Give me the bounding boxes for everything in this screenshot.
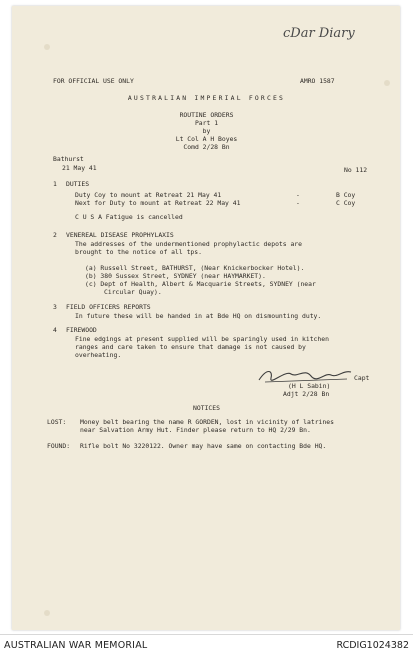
- pin-hole: [44, 44, 50, 50]
- section-title: DUTIES: [66, 180, 90, 188]
- section-text: In future these will be handed in at Bde HQ on dismounting duty.: [75, 312, 322, 320]
- section-number: 4: [53, 326, 57, 334]
- depot-address: (a) Russell Street, BATHURST, (Near Knickerbocker Hotel).: [85, 264, 305, 272]
- duty-coy: C Coy: [336, 199, 356, 207]
- section-title: FIREWOOD: [66, 326, 97, 334]
- archive-footer: [0, 634, 413, 654]
- section-number: 3: [53, 303, 57, 311]
- commander-name: Lt Col A H Boyes: [175, 135, 238, 143]
- depot-address: (b) 380 Sussex Street, SYDNEY (near HAYMARKET).: [85, 272, 266, 280]
- signature-scrawl: [255, 364, 355, 384]
- handwritten-annotation: cDar Diary: [283, 26, 355, 41]
- commander-unit: Comd 2/28 Bn: [183, 143, 230, 151]
- section-number: 1: [53, 180, 57, 188]
- duty-coy: B Coy: [336, 191, 356, 199]
- notices-title: NOTICES: [193, 404, 220, 412]
- found-text: Rifle bolt No 3220122. Owner may have same on contacting Bde HQ.: [80, 442, 327, 450]
- duty-line: Next for Duty to mount at Retreat 22 May 41: [75, 199, 241, 207]
- lost-text: Money belt bearing the name R GORDEN, lost in vicinity of latrines: [80, 418, 334, 426]
- signature-appointment: Adjt 2/28 Bn: [283, 390, 330, 398]
- section-text: brought to the notice of all tps.: [75, 248, 202, 256]
- section-text: overheating.: [75, 351, 122, 359]
- classification-label: FOR OFFICIAL USE ONLY: [53, 77, 134, 85]
- duty-line: Duty Coy to mount at Retreat 21 May 41: [75, 191, 222, 199]
- pin-hole: [384, 80, 390, 86]
- amro-number: AMRO 1587: [300, 77, 335, 85]
- section-text: Fine edgings at present supplied will be sparingly used in kitchen: [75, 335, 329, 343]
- section-text: The addresses of the undermentioned prophylactic depots are: [75, 240, 303, 248]
- section-title: VENEREAL DISEASE PROPHYLAXIS: [66, 231, 174, 239]
- orders-part: Part 1: [194, 119, 219, 127]
- signature-name: (H L Sabin): [288, 382, 331, 390]
- orders-title: ROUTINE ORDERS: [179, 111, 234, 119]
- lost-label: LOST:: [47, 418, 67, 426]
- depot-address: Circular Quay).: [104, 288, 162, 296]
- section-text: ranges and care taken to ensure that damage is not caused by: [75, 343, 306, 351]
- duty-dash: -: [296, 199, 300, 207]
- duty-note: C U S A Fatigue is cancelled: [75, 213, 183, 221]
- force-title: AUSTRALIAN IMPERIAL FORCES: [127, 94, 286, 102]
- found-label: FOUND:: [47, 442, 71, 450]
- place: Bathurst: [53, 155, 84, 163]
- order-number: No 112: [344, 166, 368, 174]
- archive-name: AUSTRALIAN WAR MEMORIAL: [4, 640, 148, 651]
- signature-rank: Capt: [354, 374, 370, 382]
- pin-hole: [44, 610, 50, 616]
- duty-dash: -: [296, 191, 300, 199]
- depot-address: (c) Dept of Health, Albert & Macquarie Streets, SYDNEY (near: [85, 280, 316, 288]
- order-date: 21 May 41: [62, 164, 97, 172]
- section-number: 2: [53, 231, 57, 239]
- archive-id: RCDIG1024382: [336, 640, 409, 651]
- lost-text: near Salvation Army Hut. Finder please return to HQ 2/29 Bn.: [80, 426, 311, 434]
- orders-by: by: [202, 127, 211, 135]
- section-title: FIELD OFFICERS REPORTS: [66, 303, 151, 311]
